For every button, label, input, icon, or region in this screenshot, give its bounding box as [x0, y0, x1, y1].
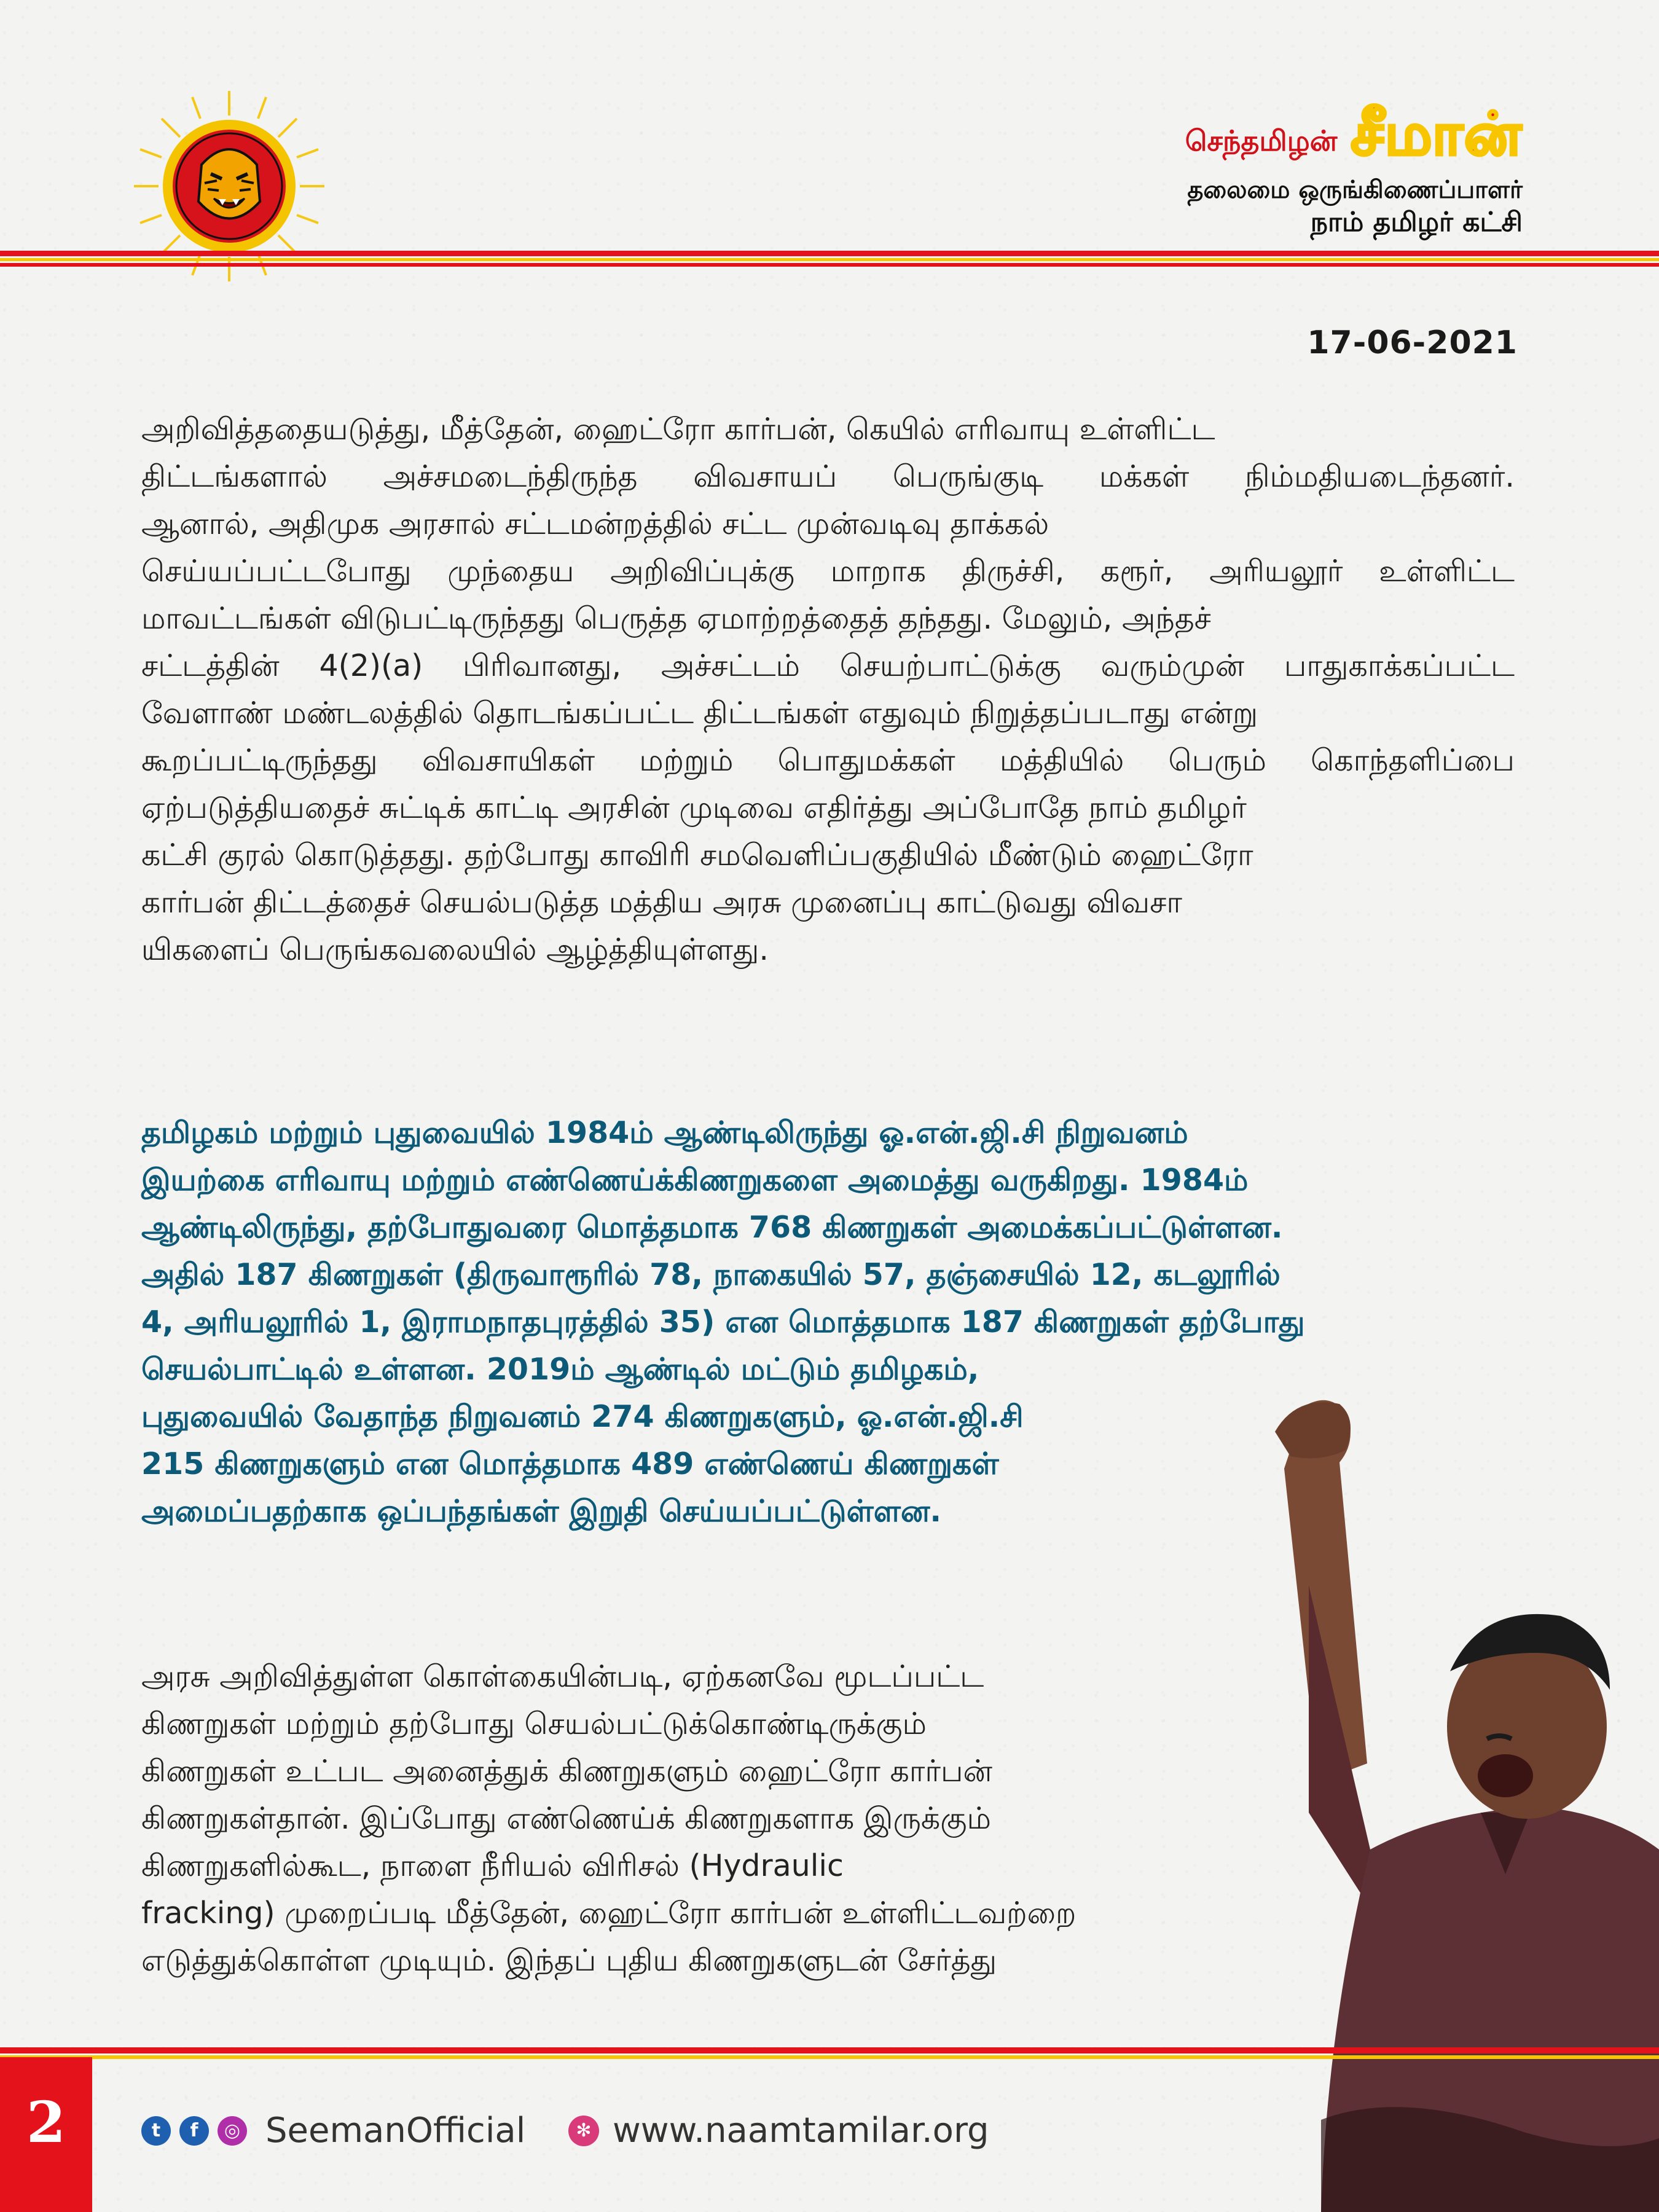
text-line: திட்டங்களால் அச்சமடைந்திருந்த விவசாயப் பெருங்குடி மக்கள் நிம்மதியடைந்தனர். [141, 459, 1515, 494]
social-links [141, 2111, 525, 2151]
paragraph-3 [141, 1653, 1192, 1984]
text-line: வேளாண் மண்டலத்தில் தொடங்கப்பட்ட திட்டங்கள் எதுவும் நிறுத்தப்படாது என்று [141, 696, 1258, 731]
footer-rule-yellow [0, 2055, 1659, 2059]
text-line: யிகளைப் பெருங்கவலையில் ஆழ்த்தியுள்ளது. [141, 932, 769, 967]
text-line: கூறப்பட்டிருந்தது விவசாயிகள் மற்றும் பொதுமக்கள் மத்தியில் பெரும் கொந்தளிப்பை [141, 743, 1515, 778]
text-line: கார்பன் திட்டத்தைச் செயல்படுத்த மத்திய அரசு முனைப்பு காட்டுவது விவசா [141, 885, 1182, 920]
text-line: அமைப்பதற்காக ஒப்பந்தங்கள் இறுதி செய்யப்பட்டுள்ளன. [141, 1494, 942, 1529]
header-rule-red [0, 251, 1659, 256]
text-line: செய்யப்பட்டபோது முந்தைய அறிவிப்புக்கு மாறாக திருச்சி, கரூர், அரியலூர் உள்ளிட்ட [141, 554, 1515, 589]
brand-block [1185, 100, 1523, 239]
instagram-icon[interactable]: ◎ [218, 2116, 247, 2146]
brand-name: சீமான் [1351, 100, 1523, 168]
text-line: 215 கிணறுகளும் என மொத்தமாக 489 எண்ணெய் கிணறுகள் [141, 1446, 999, 1481]
date: 17-06-2021 [1307, 324, 1518, 361]
text-line: புதுவையில் வேதாந்த நிறுவனம் 274 கிணறுகளும், ஓ.என்.ஜி.சி [141, 1399, 1024, 1434]
text-line: அறிவித்ததையடுத்து, மீத்தேன், ஹைட்ரோ கார்பன், கெயில் எரிவாயு உள்ளிட்ட [141, 412, 1215, 447]
text-line: கிணறுகளில்கூட, நாளை நீரியல் விரிசல் (Hydraulic [141, 1848, 844, 1883]
text-line: கிணறுகள் உட்பட அனைத்துக் கிணறுகளும் ஹைட்ரோ கார்பன் [141, 1754, 992, 1789]
text-line: அரசு அறிவித்துள்ள கொள்கையின்படி, ஏற்கனவே மூடப்பட்ட [141, 1659, 984, 1694]
text-line: ஆனால், அதிமுக அரசால் சட்டமன்றத்தில் சட்ட முன்வடிவு தாக்கல் [141, 506, 1049, 541]
header-rule-yellow [0, 258, 1659, 261]
text-line: இயற்கை எரிவாயு மற்றும் எண்ணெய்க்கிணறுகளை அமைத்து வருகிறது. 1984ம் [141, 1163, 1249, 1198]
footer-rule-red [0, 2047, 1659, 2053]
text-line: செயல்பாட்டில் உள்ளன. 2019ம் ஆண்டில் மட்டும் தமிழகம், [141, 1352, 979, 1387]
text-line: fracking) முறைப்படி மீத்தேன், ஹைட்ரோ கார்பன் உள்ளிட்டவற்றை [141, 1896, 1077, 1931]
brand-role: தலைமை ஒருங்கிணைப்பாளர் [1187, 176, 1523, 204]
text-line: கிணறுகள்தான். இப்போது எண்ணெய்க் கிணறுகளாக இருக்கும் [141, 1801, 991, 1836]
facebook-icon[interactable]: f [179, 2116, 209, 2146]
text-line: தமிழகம் மற்றும் புதுவையில் 1984ம் ஆண்டிலிருந்து ஓ.என்.ஜி.சி நிறுவனம் [141, 1115, 1188, 1150]
leader-photo [1217, 1382, 1659, 2212]
text-line: கிணறுகள் மற்றும் தற்போது செயல்பட்டுக்கொண்டிருக்கும் [141, 1706, 927, 1741]
text-line: கட்சி குரல் கொடுத்தது. தற்போது காவிரி சமவெளிப்பகுதியில் மீண்டும் ஹைட்ரோ [141, 837, 1253, 873]
paragraph-1 [141, 406, 1515, 973]
brand-prefix: செந்தமிழன் [1185, 124, 1338, 157]
text-line: எடுத்துக்கொள்ள முடியும். இந்தப் புதிய கிணறுகளுடன் சேர்த்து [141, 1943, 997, 1978]
dribbble-icon: ✻ [568, 2116, 599, 2146]
text-line: ஆண்டிலிருந்து, தற்போதுவரை மொத்தமாக 768 கிணறுகள் அமைக்கப்பட்டுள்ளன. [141, 1210, 1283, 1245]
social-handle[interactable]: SeemanOfficial [265, 2111, 526, 2151]
website-url[interactable]: www.naamtamilar.org [613, 2111, 989, 2151]
brand-party: நாம் தமிழர் கட்சி [1310, 206, 1523, 238]
text-line: அதில் 187 கிணறுகள் (திருவாரூரில் 78, நாகையில் 57, தஞ்சையில் 12, கடலூரில் [141, 1257, 1281, 1292]
website-link[interactable] [568, 2111, 989, 2151]
text-line: சட்டத்தின் 4(2)(a) பிரிவானது, அச்சட்டம் செயற்பாட்டுக்கு வரும்முன் பாதுகாக்கப்பட்ட [141, 648, 1515, 683]
page-number: 2 [26, 2089, 66, 2155]
text-line: ஏற்படுத்தியதைச் சுட்டிக் காட்டி அரசின் முடிவை எதிர்த்து அப்போதே நாம் தமிழர் [141, 790, 1247, 825]
header-rule-red-2 [0, 263, 1659, 267]
text-line: மாவட்டங்கள் விடுபட்டிருந்தது பெருத்த ஏமாற்றத்தைத் தந்தது. மேலும், அந்தச் [141, 601, 1211, 636]
twitter-icon[interactable]: t [141, 2116, 171, 2146]
text-line: 4, அரியலூரில் 1, இராமநாதபுரத்தில் 35) என மொத்தமாக 187 கிணறுகள் தற்போது [141, 1304, 1305, 1339]
